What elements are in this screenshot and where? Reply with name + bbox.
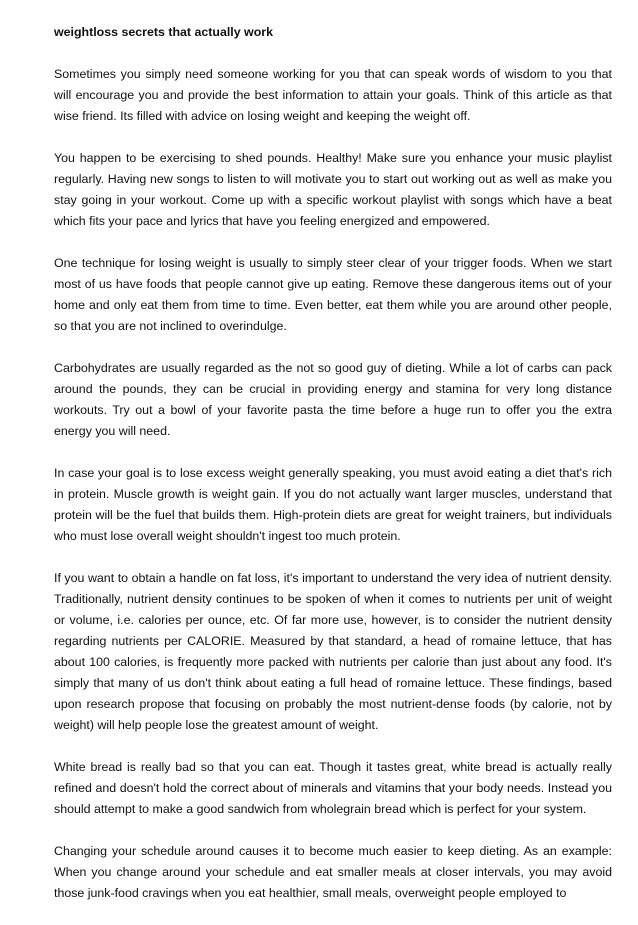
document-page [54, 22, 612, 925]
paragraph: Sometimes you simply need someone working for you that can speak words of wisdom to you that will encourage you and provide the best information to attain your goals. Think of this article as that wise friend. Its filled with advice on losing weight and keeping the weight off. [54, 67, 612, 123]
paragraph: One technique for losing weight is usually to simply steer clear of your trigger foods. When we start most of us have foods that people cannot give up eating. Remove these dangerous items out of your home and only eat them from time to time. Even better, eat them while you are around other people, so that you are not inclined to overindulge. [54, 256, 612, 333]
document-title: weightloss secrets that actually work [54, 25, 273, 39]
paragraph: Changing your schedule around causes it to become much easier to keep dieting. As an example: When you change around your schedule and eat smaller meals at closer intervals, you may avoid those junk-food cravings when you eat healthier, small meals, overweight people employed to [54, 844, 612, 900]
paragraph: You happen to be exercising to shed pounds. Healthy! Make sure you enhance your music playlist regularly. Having new songs to listen to will motivate you to start out working out as well as make you stay going in your workout. Come up with a specific workout playlist with songs which have a beat which fits your pace and lyrics that have you feeling energized and empowered. [54, 151, 612, 228]
paragraph: Carbohydrates are usually regarded as the not so good guy of dieting. While a lot of carbs can pack around the pounds, they can be crucial in providing energy and stamina for very long distance workouts. Try out a bowl of your favorite pasta the time before a huge run to offer you the extra energy you will need. [54, 361, 612, 438]
paragraph: In case your goal is to lose excess weight generally speaking, you must avoid eating a diet that's rich in protein. Muscle growth is weight gain. If you do not actually want larger muscles, understand that protein will be the fuel that builds them. High-protein diets are great for weight trainers, but individuals who must lose overall weight shouldn't ingest too much protein. [54, 466, 612, 543]
paragraph: White bread is really bad so that you can eat. Though it tastes great, white bread is actually really refined and doesn't hold the correct about of minerals and vitamins that your body needs. Instead you should attempt to make a good sandwich from wholegrain bread which is perfect for your system. [54, 760, 612, 816]
paragraph: If you want to obtain a handle on fat loss, it's important to understand the very idea of nutrient density. Traditionally, nutrient density continues to be spoken of when it comes to nutrients per unit of weight or volume, i.e. calories per ounce, etc. Of far more use, however, is to consider the nutrient density regarding nutrients per CALORIE. Measured by that standard, a head of romaine lettuce, that has about 100 calories, is frequently more packed with nutrients per calorie than just about any food. It's simply that many of us don't think about eating a full head of romaine lettuce. These findings, based upon research propose that focusing on probably the most nutrient-dense foods (by calorie, not by weight) will help people lose the greatest amount of weight. [54, 571, 612, 732]
